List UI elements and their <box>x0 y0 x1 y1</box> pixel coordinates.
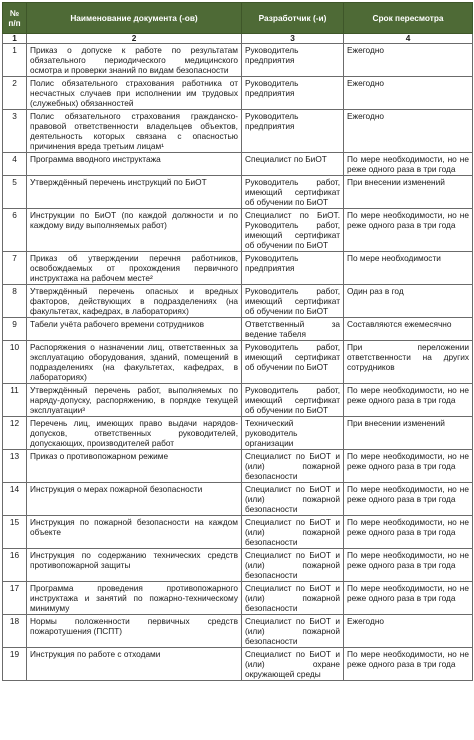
developer-cell: Специалист по БиОТ. Руководитель работ, имеющий сертификат об обучении по БиОТ <box>242 209 344 252</box>
developer-cell: Руководитель работ, имеющий сертификат об обучении по БиОТ <box>242 176 344 209</box>
table-row <box>3 516 473 549</box>
document-name-cell: Приказ об утверждении перечня работников, освобождаемых от прохождения первичного инструктажа на рабочем месте² <box>27 252 242 285</box>
developer-cell: Специалист по БиОТ <box>242 153 344 176</box>
review-period-cell: Составляются ежемесячно <box>344 318 473 341</box>
row-number: 8 <box>3 285 27 318</box>
row-number: 19 <box>3 648 27 681</box>
review-period-cell: Ежегодно <box>344 44 473 77</box>
review-period-cell: По мере необходимости, но не реже одного раза в три года <box>344 483 473 516</box>
row-number: 11 <box>3 384 27 417</box>
review-period-cell: По мере необходимости, но не реже одного раза в три года <box>344 384 473 417</box>
table-row <box>3 615 473 648</box>
developer-cell: Руководитель работ, имеющий сертификат об обучении по БиОТ <box>242 384 344 417</box>
row-number: 5 <box>3 176 27 209</box>
table-row <box>3 450 473 483</box>
developer-cell: Технический руководитель организации <box>242 417 344 450</box>
row-number: 10 <box>3 341 27 384</box>
developer-cell: Руководитель предприятия <box>242 110 344 153</box>
documents-table <box>2 2 473 681</box>
document-name-cell: Инструкция по пожарной безопасности на каждом объекте <box>27 516 242 549</box>
review-period-cell: При внесении изменений <box>344 176 473 209</box>
developer-cell: Руководитель работ, имеющий сертификат об обучении по БиОТ <box>242 341 344 384</box>
document-name-cell: Программа вводного инструктажа <box>27 153 242 176</box>
table-row <box>3 648 473 681</box>
developer-cell: Специалист по БиОТ и (или) пожарной безопасности <box>242 615 344 648</box>
developer-cell: Ответственный за ведение табеля <box>242 318 344 341</box>
table-row <box>3 341 473 384</box>
developer-cell: Специалист по БиОТ и (или) охране окружающей среды <box>242 648 344 681</box>
developer-cell: Специалист по БиОТ и (или) пожарной безопасности <box>242 582 344 615</box>
table-header-row <box>3 3 473 34</box>
document-name-cell: Утверждённый перечень работ, выполняемых по наряду-допуску, распоряжению, в порядке текущей эксплуатации³ <box>27 384 242 417</box>
review-period-cell: По мере необходимости, но не реже одного раза в три года <box>344 516 473 549</box>
document-name-cell: Программа проведения противопожарного инструктажа и занятий по пожарно-техническому минимуму <box>27 582 242 615</box>
row-number: 17 <box>3 582 27 615</box>
document-name-cell: Перечень лиц, имеющих право выдачи нарядов-допусков, ответственных руководителей, допускающих, производителей работ <box>27 417 242 450</box>
document-name-cell: Приказ о противопожарном режиме <box>27 450 242 483</box>
developer-cell: Специалист по БиОТ и (или) пожарной безопасности <box>242 516 344 549</box>
document-name-cell: Полис обязательного страхования работника от несчастных случаев при исполнении им трудовых (служебных) обязанностей <box>27 77 242 110</box>
row-number: 9 <box>3 318 27 341</box>
row-number: 7 <box>3 252 27 285</box>
developer-cell: Специалист по БиОТ и (или) пожарной безопасности <box>242 483 344 516</box>
table-row <box>3 44 473 77</box>
document-name-cell: Утверждённый перечень опасных и вредных факторов, действующих в подразделениях (на факультетах, кафедрах, в лабораториях) <box>27 285 242 318</box>
column-number-row <box>3 34 473 44</box>
column-number: 2 <box>27 34 242 44</box>
document-name-cell: Инструкции по БиОТ (по каждой должности и по каждому виду выполняемых работ) <box>27 209 242 252</box>
row-number: 16 <box>3 549 27 582</box>
review-period-cell: При переложении ответственности на других сотрудников <box>344 341 473 384</box>
document-name-cell: Распоряжения о назначении лиц, ответственных за эксплуатацию оборудования, зданий, помещений в подразделениях (на факультетах, кафедрах, в лабораториях) <box>27 341 242 384</box>
developer-cell: Руководитель работ, имеющий сертификат об обучении по БиОТ <box>242 285 344 318</box>
review-period-cell: По мере необходимости, но не реже одного раза в три года <box>344 209 473 252</box>
header-number: № п/п <box>3 3 27 34</box>
row-number: 3 <box>3 110 27 153</box>
table-row <box>3 483 473 516</box>
document-name-cell: Приказ о допуске к работе по результатам обязательного периодического медицинского осмотра и проверки знаний по видам безопасности <box>27 44 242 77</box>
table-row <box>3 110 473 153</box>
document-name-cell: Утверждённый перечень инструкций по БиОТ <box>27 176 242 209</box>
column-number: 4 <box>344 34 473 44</box>
document-name-cell: Табели учёта рабочего времени сотрудников <box>27 318 242 341</box>
row-number: 13 <box>3 450 27 483</box>
row-number: 6 <box>3 209 27 252</box>
row-number: 1 <box>3 44 27 77</box>
review-period-cell: По мере необходимости, но не реже одного раза в три года <box>344 549 473 582</box>
column-number: 1 <box>3 34 27 44</box>
developer-cell: Специалист по БиОТ и (или) пожарной безопасности <box>242 549 344 582</box>
table-row <box>3 384 473 417</box>
row-number: 4 <box>3 153 27 176</box>
table-body <box>3 44 473 681</box>
table-row <box>3 153 473 176</box>
document-name-cell: Инструкция о мерах пожарной безопасности <box>27 483 242 516</box>
review-period-cell: По мере необходимости, но не реже одного раза в три года <box>344 450 473 483</box>
header-document-name: Наименование документа (-ов) <box>27 3 242 34</box>
review-period-cell: По мере необходимости, но не реже одного раза в три года <box>344 153 473 176</box>
review-period-cell: По мере необходимости, но не реже одного раза в три года <box>344 582 473 615</box>
table-row <box>3 318 473 341</box>
review-period-cell: Один раз в год <box>344 285 473 318</box>
review-period-cell: Ежегодно <box>344 77 473 110</box>
column-number: 3 <box>242 34 344 44</box>
document-name-cell: Инструкция по работе с отходами <box>27 648 242 681</box>
review-period-cell: Ежегодно <box>344 110 473 153</box>
row-number: 12 <box>3 417 27 450</box>
table-row <box>3 252 473 285</box>
table-row <box>3 417 473 450</box>
row-number: 2 <box>3 77 27 110</box>
header-review-period: Срок пересмотра <box>344 3 473 34</box>
developer-cell: Руководитель предприятия <box>242 252 344 285</box>
document-name-cell: Инструкция по содержанию технических средств противопожарной защиты <box>27 549 242 582</box>
review-period-cell: По мере необходимости <box>344 252 473 285</box>
developer-cell: Руководитель предприятия <box>242 44 344 77</box>
document-name-cell: Полис обязательного страхования гражданско-правовой ответственности владельцев объектов, деятельность которых связана с опасностью причинения вреда третьим лицам¹ <box>27 110 242 153</box>
document-name-cell: Нормы положенности первичных средств пожаротушения (ПСПТ) <box>27 615 242 648</box>
developer-cell: Руководитель предприятия <box>242 77 344 110</box>
row-number: 18 <box>3 615 27 648</box>
review-period-cell: При внесении изменений <box>344 417 473 450</box>
table-row <box>3 285 473 318</box>
table-row <box>3 582 473 615</box>
table-row <box>3 549 473 582</box>
table-row <box>3 209 473 252</box>
table-row <box>3 77 473 110</box>
row-number: 14 <box>3 483 27 516</box>
table-row <box>3 176 473 209</box>
row-number: 15 <box>3 516 27 549</box>
review-period-cell: По мере необходимости, но не реже одного раза в три года <box>344 648 473 681</box>
review-period-cell: Ежегодно <box>344 615 473 648</box>
developer-cell: Специалист по БиОТ и (или) пожарной безопасности <box>242 450 344 483</box>
header-developer: Разработчик (-и) <box>242 3 344 34</box>
